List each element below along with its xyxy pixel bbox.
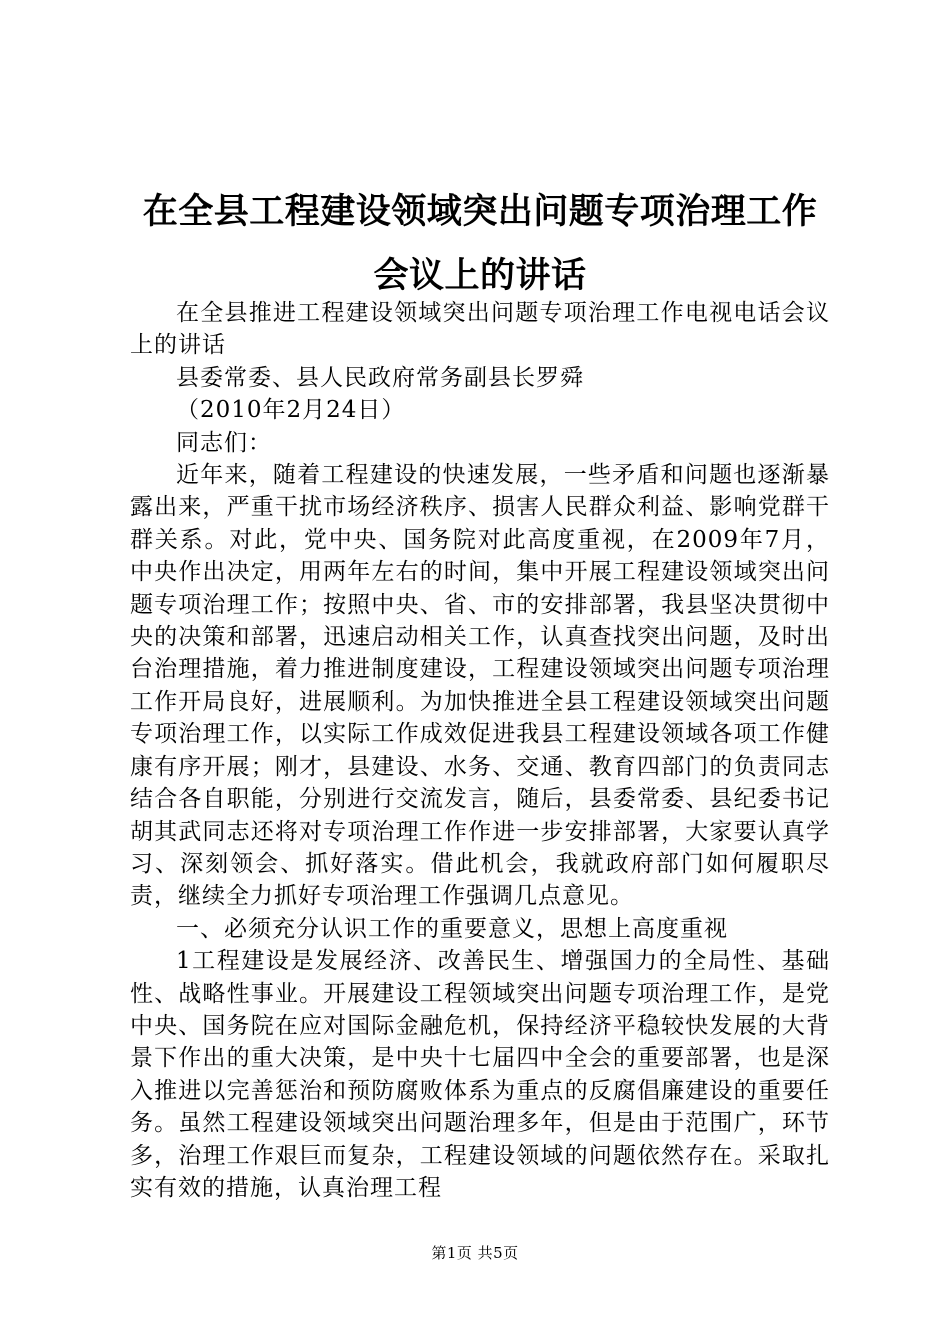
speaker-line: 县委常委、县人民政府常务副县长罗舜 bbox=[176, 364, 584, 391]
body-paragraph: 近年来，随着工程建设的快速发展，一些矛盾和问题也逐渐暴露出来，严重干扰市场经济秩序、损害人民群众利益、影响党群干群关系。对此，党中央、国务院对此高度重视，在2009年7月，中央作出决定，用两年左右的时间，集中开展工程建设领域突出问题专项治理工作；按照中央、省、市的安排部署，我县坚决贯彻中央的决策和部署，迅速启动相关工作，认真查找突出问题，及时出台治理措施，着力推进制度建设，工程建设领域突出问题专项治理工作开局良好，进展顺利。为加快推进全县工程建设领域突出问题专项治理工作，以实际工作成效促进我县工程建设领域各项工作健康有序开展；刚才，县建设、水务、交通、教育四部门的负责同志结合各自职能，分别进行交流发言，随后，县委常委、县纪委书记胡其武同志还将对专项治理工作作进一步安排部署，大家要认真学习、深刻领会、抓好落实。借此机会，我就政府部门如何履职尽责，继续全力抓好专项治理工作强调几点意见。 bbox=[130, 462, 830, 910]
speech-date: （2010年2月24日） bbox=[176, 397, 406, 424]
document-body bbox=[130, 297, 830, 1204]
page-footer: 第1页 共5页 bbox=[431, 1244, 519, 1262]
salutation: 同志们： bbox=[176, 429, 272, 456]
document-title: 在全县工程建设领域突出问题专项治理工作会议上的讲话 bbox=[142, 192, 818, 296]
document-page bbox=[130, 0, 830, 1344]
section-heading: 一、必须充分认识工作的重要意义，思想上高度重视 bbox=[176, 915, 728, 942]
speech-occasion: 在全县推进工程建设领域突出问题专项治理工作电视电话会议上的讲话 bbox=[130, 300, 830, 359]
body-paragraph: 1工程建设是发展经济、改善民生、增强国力的全局性、基础性、战略性事业。开展建设工程领域突出问题专项治理工作，是党中央、国务院在应对国际金融危机，保持经济平稳较快发展的大背景下作出的重大决策，是中央十七届四中全会的重要部署，也是深入推进以完善惩治和预防腐败体系为重点的反腐倡廉建设的重要任务。虽然工程建设领域突出问题治理多年，但是由于范围广，环节多，治理工作艰巨而复杂，工程建设领域的问题依然存在。采取扎实有效的措施，认真治理工程 bbox=[130, 948, 830, 1201]
